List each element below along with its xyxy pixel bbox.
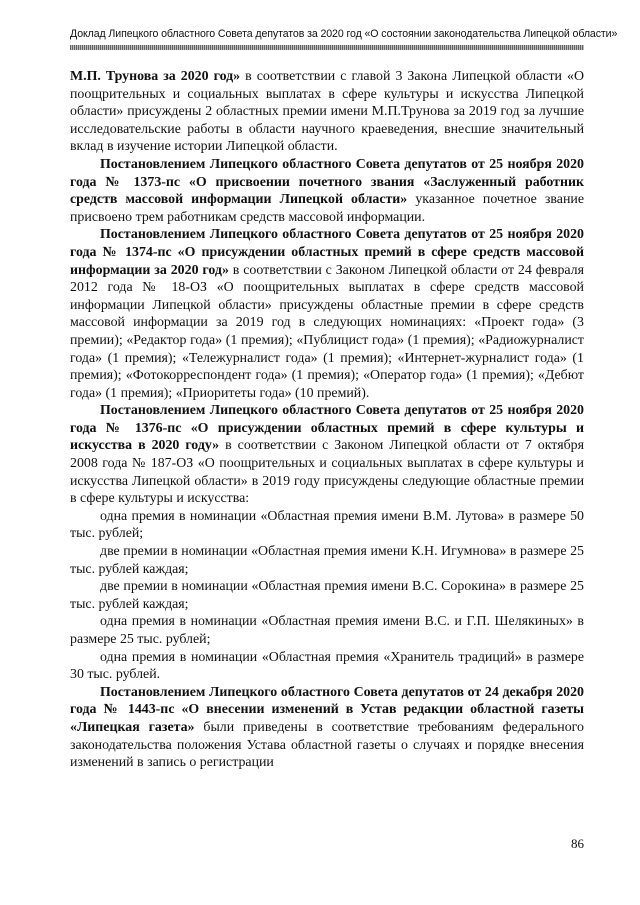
header-rule: [70, 45, 584, 50]
paragraph-text: указанное почетное звание присвоено трем работникам средств массовой информации.: [70, 192, 584, 225]
paragraph-text: в соответствии с Законом Липецкой области от 24 февраля 2012 года № 18-ОЗ «О поощрительных выплатах в сфере средств массовой информации Липецкой области» присуждены областные премии в сфере средств массовой информации за 2019 год в следующих номинациях: «Проект года» (3 премии); «Редактор года» (1 премия); «Публицист года» (1 премия); «Радиожурналист года» (1 премия); «Тележурналист года» (1 премия); «Интернет-журналист года» (1 премия); «Фотокорреспондент года» (1 премия); «Оператор года» (1 премия); «Дебют года» (1 премия); «Приоритеты года» (10 премий).: [70, 262, 584, 401]
paragraph-text: в соответствии с главой 3 Закона Липецкой области «О поощрительных и социальных выплатах в сфере культуры и искусства Липецкой области» присуждены 2 областных премии имени М.П.Трунова за 2019 год за лучшие исследовательские работы в области научного краеведения, внесшие значительный вклад в изучение истории Липецкой области.: [70, 69, 584, 155]
paragraph-resolution-1376: [70, 402, 584, 508]
document-body: [70, 68, 584, 772]
list-item-lutov-prize: одна премия в номинации «Областная премия имени В.М. Лутова» в размере 50 тыс. рублей;: [70, 508, 584, 542]
paragraph-trunov-prize: [70, 68, 584, 156]
paragraph-bold-lead: Постановлением Липецкого областного Совета депутатов от 25 ноября 2020 года № 1374-пс «О присуждении областных премий в сфере средств массовой информации за 2020 год»: [70, 227, 584, 278]
paragraph-bold-lead: Постановлением Липецкого областного Совета депутатов от 24 декабря 2020 года № 1443-пс «О внесении изменений в Устав редакции областной газеты «Липецкая газета»: [70, 684, 584, 735]
paragraph-bold-lead: М.П. Трунова за 2020 год»: [70, 69, 241, 84]
list-item-shelyakin-prize: одна премия в номинации «Областная премия имени В.С. и Г.П. Шелякиных» в размере 25 тыс. рублей;: [70, 614, 584, 647]
paragraph-text: в соответствии с Законом Липецкой области от 7 октября 2008 года № 187-ОЗ «О поощрительных и социальных выплатах в сфере культуры и искусства Липецкой области» в 2019 году присуждены следующие областные премии в сфере культуры и искусства:: [70, 438, 584, 507]
list-item-sorokin-prize: две премии в номинации «Областная премия имени В.С. Сорокина» в размере 25 тыс. рублей каждая;: [70, 579, 584, 612]
list-item-igumnov-prize: две премии в номинации «Областная премия имени К.Н. Игумнова» в размере 25 тыс. рублей каждая;: [70, 544, 584, 577]
paragraph-bold-lead: Постановлением Липецкого областного Совета депутатов от 25 ноября 2020 года № 1376-пс «О присуждении областных премий в сфере культуры и искусства в 2020 году»: [70, 403, 584, 454]
running-header: Доклад Липецкого областного Совета депутатов за 2020 год «О состоянии законодательства Липецкой области»: [70, 28, 618, 40]
paragraph-resolution-1373: [70, 156, 584, 226]
paragraph-bold-lead: Постановлением Липецкого областного Совета депутатов от 25 ноября 2020 года № 1373-пс «О присвоении почетного звания «Заслуженный работник средств массовой информации Липецкой области»: [70, 156, 584, 208]
paragraph-resolution-1374: [70, 226, 584, 402]
list-item-traditions-prize: одна премия в номинации «Областная премия «Хранитель традиций» в размере 30 тыс. рублей.: [70, 649, 584, 683]
page-number: 86: [571, 836, 584, 851]
paragraph-text: были приведены в соответствие требованиям федерального законодательства положения Устава областной газеты о случаях и порядке внесения изменений в запись о регистрации: [70, 719, 584, 771]
paragraph-resolution-1443: [70, 684, 584, 772]
